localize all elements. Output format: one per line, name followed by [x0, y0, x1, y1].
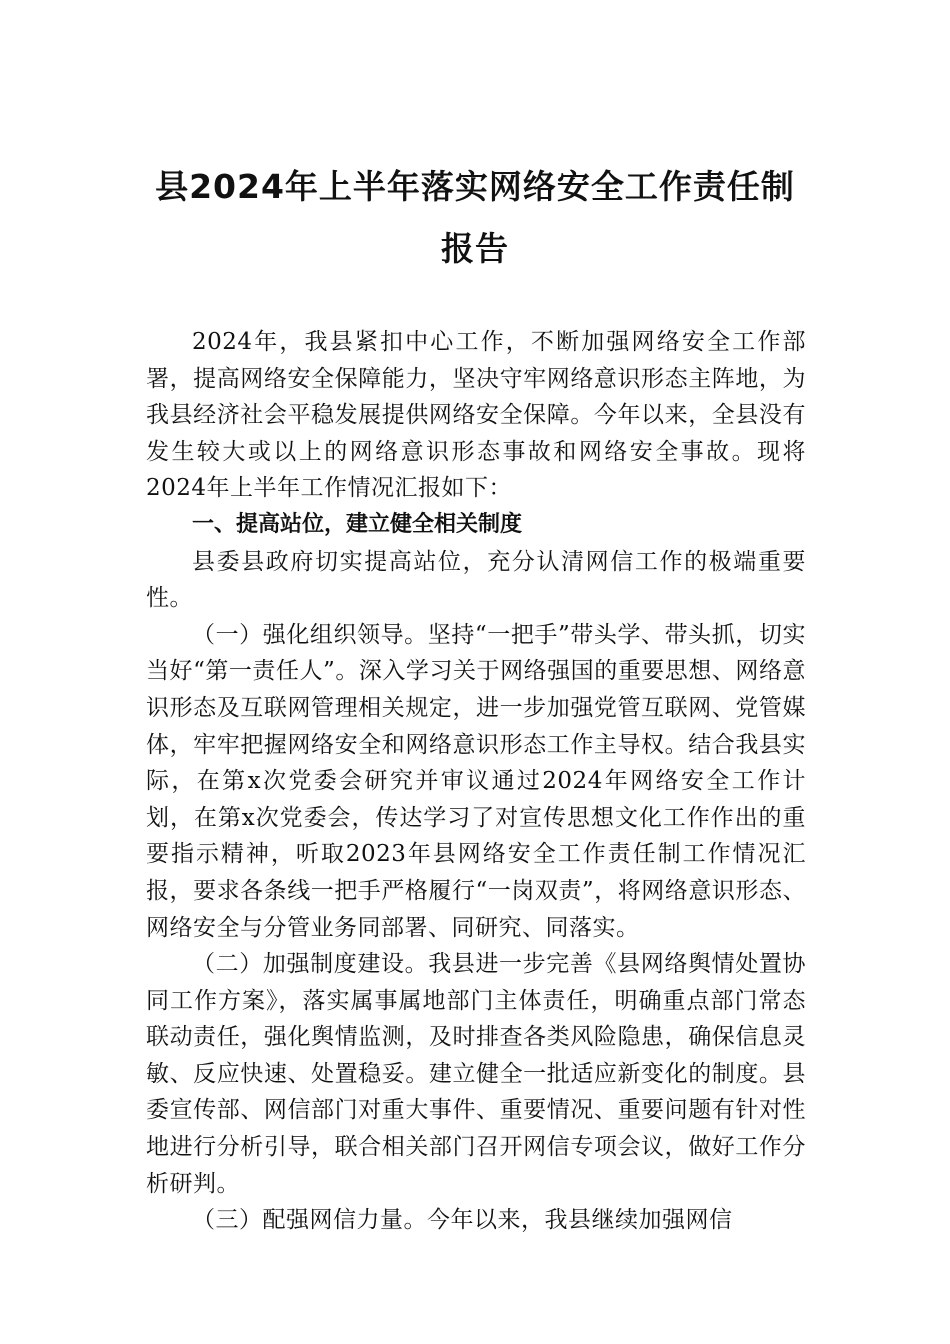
- paragraph-staffing: （三）配强网信力量。今年以来，我县继续加强网信: [192, 1207, 733, 1234]
- title-line-2: 报告: [441, 229, 509, 268]
- section-heading-1: 一、提高站位，建立健全相关制度: [192, 511, 523, 537]
- title-line-1: 县2024年上半年落实网络安全工作责任制: [155, 167, 795, 206]
- paragraph-system-building: （二）加强制度建设。我县进一步完善《县网络舆情处置协同工作方案》，落实属事属地部门主体责任，明确重点部门常态联动责任，强化舆情监测，及时排查各类风险隐患，确保信息灵敏、反应快速、处置稳妥。建立健全一批适应新变化的制度。县委宣传部、网信部门对重大事件、重要情况、重要问题有针对性地进行分析引导，联合相关部门召开网信专项会议，做好工作分析研判。: [146, 951, 806, 1197]
- document-body: [146, 324, 806, 1239]
- intro-paragraph: 2024年，我县紧扣中心工作，不断加强网络安全工作部署，提高网络安全保障能力，坚决守牢网络意识形态主阵地，为我县经济社会平稳发展提供网络安全保障。今年以来，全县没有发生较大或以上的网络意识形态事故和网络安全事故。现将2024年上半年工作情况汇报如下：: [146, 329, 806, 502]
- paragraph-organization-leadership: （一）强化组织领导。坚持“一把手”带头学、带头抓，切实当好“第一责任人”。深入学习关于网络强国的重要思想、网络意识形态及互联网管理相关规定，进一步加强党管互联网、党管媒体，牢牢把握网络安全和网络意识形态工作主导权。结合我县实际，在第x次党委会研究并审议通过2024年网络安全工作计划，在第x次党委会，传达学习了对宣传思想文化工作作出的重要指示精神，听取2023年县网络安全工作责任制工作情况汇报，要求各条线一把手严格履行“一岗双责”，将网络意识形态、网络安全与分管业务同部署、同研究、同落实。: [146, 621, 806, 941]
- document-title: [120, 156, 830, 280]
- section-intro-paragraph: 县委县政府切实提高站位，充分认清网信工作的极端重要性。: [146, 548, 806, 612]
